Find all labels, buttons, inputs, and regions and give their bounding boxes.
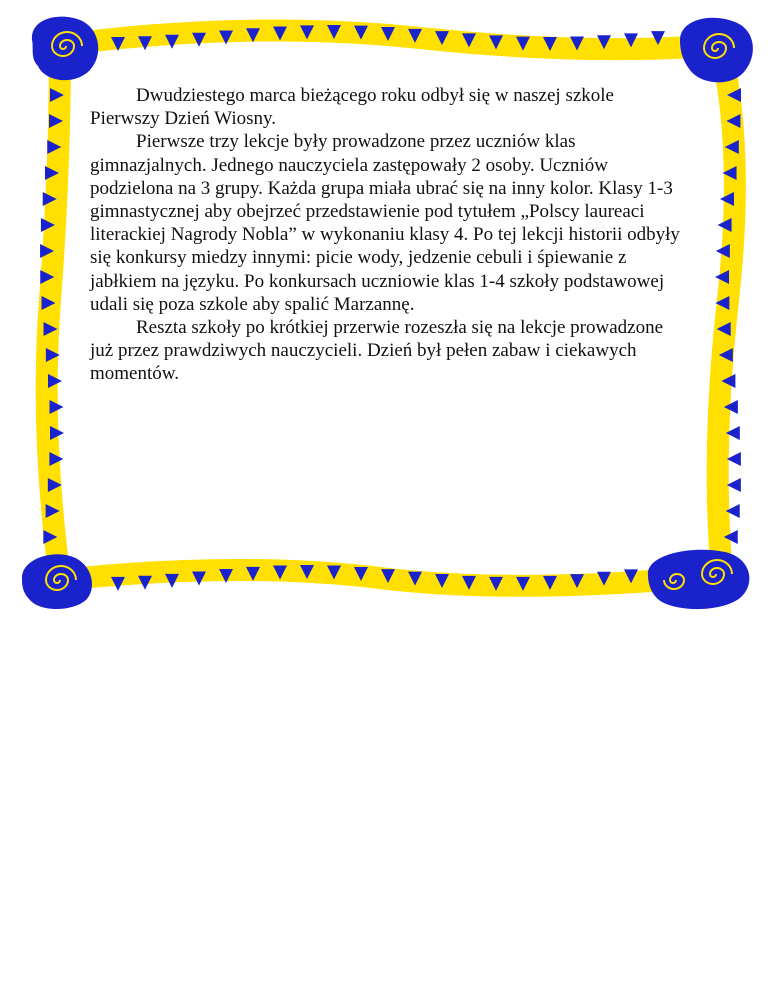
border-triangle — [727, 478, 741, 492]
article-text — [90, 84, 680, 386]
paragraph-2: Pierwsze trzy lekcje były prowadzone przez uczniów klas gimnazjalnych. Jednego nauczyciela zastępowały 2 osoby. Uczniów podzielona na 3 grupy. Każda grupa miała ubrać się na inny kolor. Klasy 1-3 gimnastycznej aby obejrzeć przedstawienie pod tytułem „Polscy laureaci literackiej Nagrody Nobla” w wykonaniu klasy 4. Po tej lekcji historii odbyły się konkursy miedzy innymi: picie wody, jedzenie cebuli i śpiewanie z jabłkiem na języku. Po konkursach uczniowie klas 1-4 szkoły podstawowej udali się poza szkole aby spalić Marzannę. — [90, 131, 680, 315]
paragraph-1: Dwudziestego marca bieżącego roku odbył się w naszej szkole Pierwszy Dzień Wiosny. — [90, 85, 614, 130]
corner-bottom-right — [648, 550, 749, 609]
corner-bottom-left — [22, 554, 92, 609]
border-triangle — [727, 452, 741, 466]
corner-top-left — [32, 17, 98, 81]
corner-top-right — [680, 18, 753, 83]
paragraph-3: Reszta szkoły po krótkiej przerwie rozeszła się na lekcje prowadzone już przez prawdziwych nauczycieli. Dzień był pełen zabaw i ciekawych momentów. — [90, 317, 664, 385]
